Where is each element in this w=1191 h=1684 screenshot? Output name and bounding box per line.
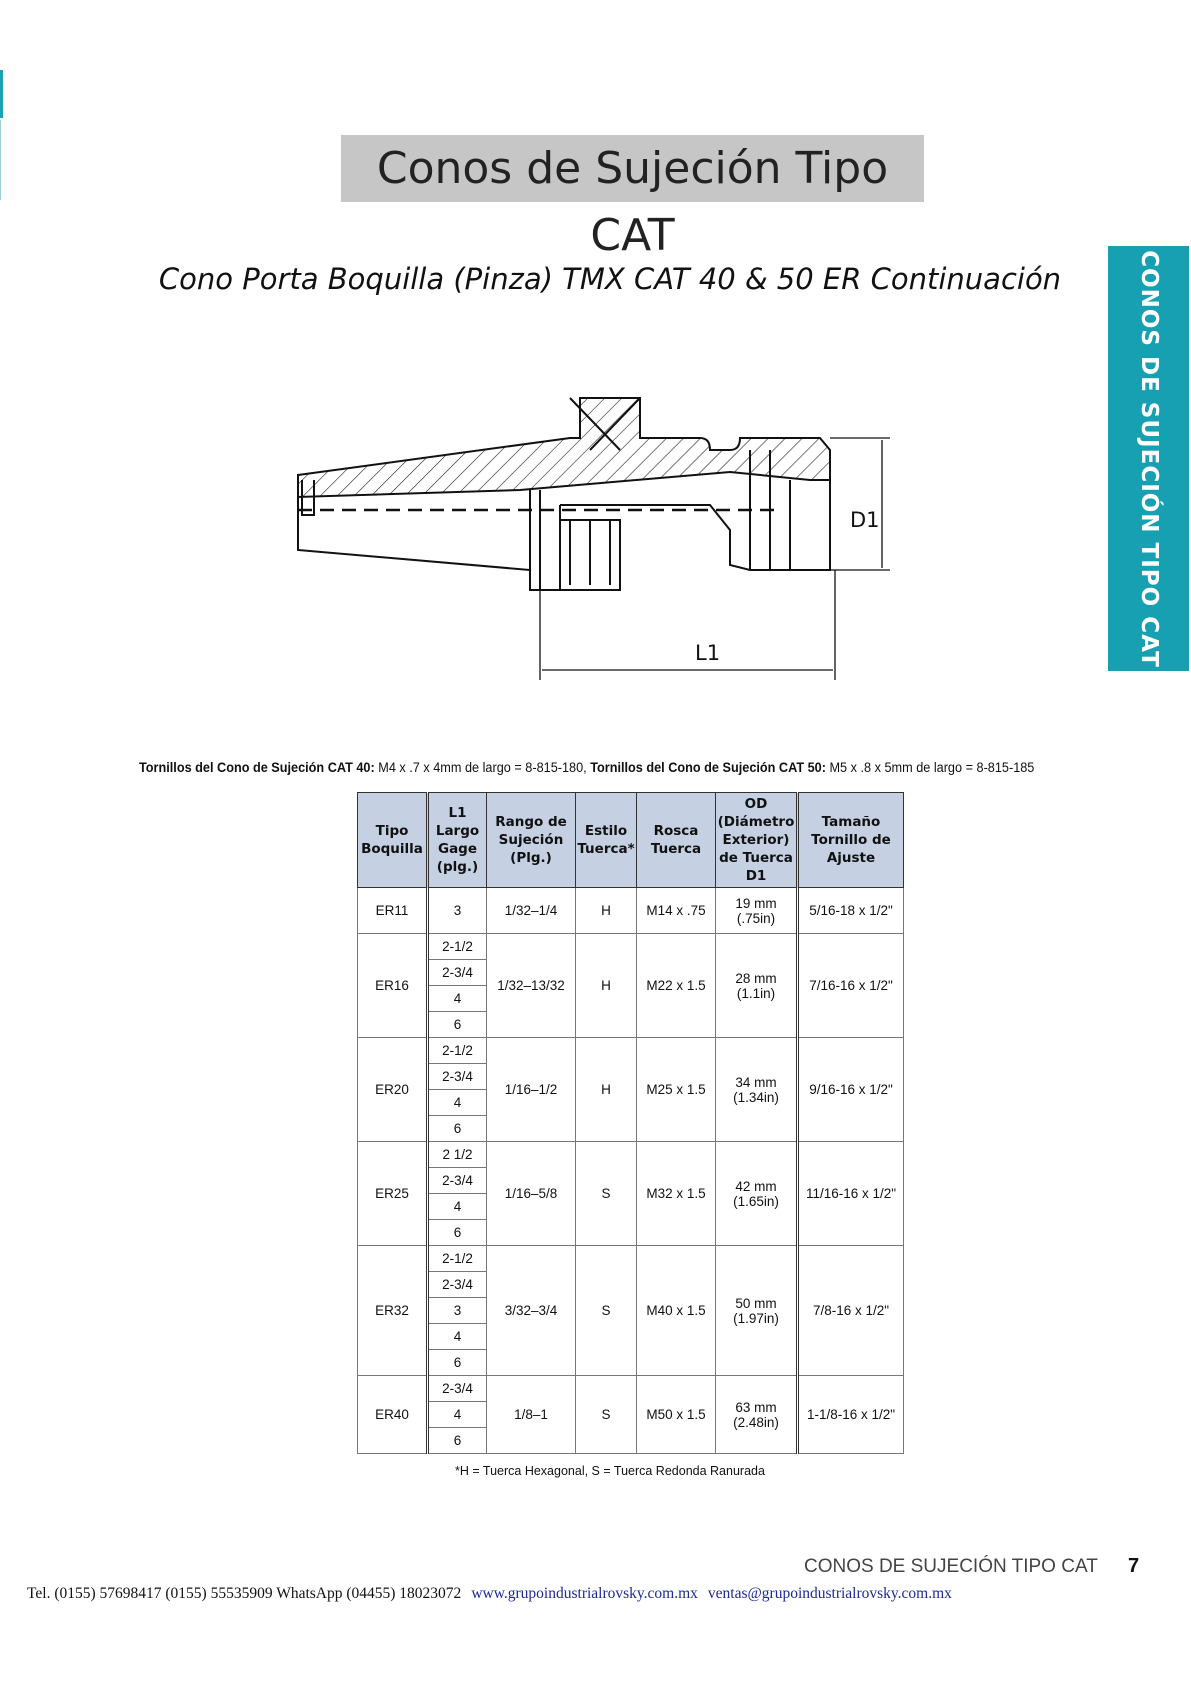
cell-rosca: M50 x 1.5	[637, 1376, 716, 1454]
cell-tornillo: 9/16-16 x 1/2"	[798, 1038, 904, 1142]
note-cat50-label: Tornillos del Cono de Sujeción CAT 50:	[590, 760, 826, 775]
column-header: L1 Largo Gage (plg.)	[428, 793, 487, 888]
od-mm: 28 mm	[735, 970, 777, 986]
cell-l1: 6	[428, 1220, 487, 1246]
column-header: Tamaño Tornillo de Ajuste	[798, 793, 904, 888]
page-title: Conos de Sujeción Tipo CAT	[341, 135, 924, 202]
cell-od	[716, 1142, 798, 1246]
cell-tornillo: 11/16-16 x 1/2"	[798, 1142, 904, 1246]
cell-od	[716, 1246, 798, 1376]
table-row	[358, 1376, 904, 1402]
cell-l1: 4	[428, 986, 487, 1012]
cell-tipo: ER11	[358, 888, 428, 934]
side-tab-label: CONOS DE SUJECIÓN TIPO CAT	[1135, 249, 1162, 668]
cell-l1: 2-3/4	[428, 1376, 487, 1402]
od-mm: 19 mm	[735, 895, 777, 911]
cell-l1: 4	[428, 1090, 487, 1116]
column-header: Rango de Sujeción (Plg.)	[487, 793, 576, 888]
note-cat40-label: Tornillos del Cono de Sujeción CAT 40:	[139, 760, 375, 775]
cell-l1: 4	[428, 1324, 487, 1350]
edge-mark-line	[0, 120, 1, 200]
email-link[interactable]: ventas@grupoindustrialrovsky.com.mx	[707, 1585, 952, 1602]
cell-tipo: ER40	[358, 1376, 428, 1454]
cell-rosca: M14 x .75	[637, 888, 716, 934]
specs-table	[357, 792, 904, 1454]
cell-estilo: H	[576, 934, 637, 1038]
cell-tipo: ER25	[358, 1142, 428, 1246]
cell-l1: 2-1/2	[428, 1038, 487, 1064]
cell-tipo: ER32	[358, 1246, 428, 1376]
column-header: Tipo Boquilla	[358, 793, 428, 888]
table-row	[358, 1142, 904, 1168]
cell-tornillo: 5/16-18 x 1/2"	[798, 888, 904, 934]
note-cat50-text: M5 x .8 x 5mm de largo = 8-815-185	[825, 760, 1035, 775]
table-row	[358, 934, 904, 960]
cell-tornillo: 7/8-16 x 1/2"	[798, 1246, 904, 1376]
tool-holder-drawing	[290, 390, 900, 690]
cell-l1: 4	[428, 1402, 487, 1428]
cell-estilo: H	[576, 888, 637, 934]
cell-l1: 2-3/4	[428, 1272, 487, 1298]
side-tab	[1108, 246, 1189, 671]
cell-rango: 1/8–1	[487, 1376, 576, 1454]
cell-estilo: S	[576, 1376, 637, 1454]
cell-estilo: S	[576, 1246, 637, 1376]
cell-rango: 1/16–5/8	[487, 1142, 576, 1246]
od-in: (1.97in)	[733, 1310, 779, 1326]
cell-l1: 4	[428, 1194, 487, 1220]
cell-l1: 2-3/4	[428, 1168, 487, 1194]
cell-l1: 2-1/2	[428, 1246, 487, 1272]
cell-l1: 2-3/4	[428, 960, 487, 986]
cell-od	[716, 1038, 798, 1142]
note-cat40-text: M4 x .7 x 4mm de largo = 8-815-180,	[374, 760, 591, 775]
cell-l1: 6	[428, 1428, 487, 1454]
table-row	[358, 888, 904, 934]
edge-mark	[0, 70, 3, 118]
phones: Tel. (0155) 57698417 (0155) 55535909 WhatsApp (04455) 18023072	[27, 1585, 462, 1602]
cell-l1: 6	[428, 1350, 487, 1376]
cell-l1: 6	[428, 1116, 487, 1142]
screw-note	[139, 760, 1041, 775]
cell-tipo: ER16	[358, 934, 428, 1038]
od-in: (1.34in)	[733, 1089, 779, 1105]
column-header: Estilo Tuerca*	[576, 793, 637, 888]
table-header	[358, 793, 904, 888]
cell-tornillo: 7/16-16 x 1/2"	[798, 934, 904, 1038]
od-mm: 34 mm	[735, 1074, 777, 1090]
cell-l1: 6	[428, 1012, 487, 1038]
contact-line	[27, 1585, 952, 1603]
d1-label: D1	[850, 508, 880, 532]
cell-rango: 1/16–1/2	[487, 1038, 576, 1142]
cell-rango: 1/32–13/32	[487, 934, 576, 1038]
cell-l1: 2-3/4	[428, 1064, 487, 1090]
od-in: (.75in)	[736, 910, 776, 926]
website-link[interactable]: www.grupoindustrialrovsky.com.mx	[471, 1585, 698, 1602]
section-subtitle: Cono Porta Boquilla (Pinza) TMX CAT 40 & 50 ER Continuación	[158, 262, 1062, 296]
cell-estilo: H	[576, 1038, 637, 1142]
cell-rosca: M40 x 1.5	[637, 1246, 716, 1376]
cell-rosca: M25 x 1.5	[637, 1038, 716, 1142]
column-header: OD (Diámetro Exterior) de Tuerca D1	[716, 793, 798, 888]
cell-l1: 2 1/2	[428, 1142, 487, 1168]
od-mm: 42 mm	[735, 1178, 777, 1194]
od-in: (1.1in)	[736, 985, 776, 1001]
od-mm: 50 mm	[735, 1295, 777, 1311]
footnote: *H = Tuerca Hexagonal, S = Tuerca Redonda Ranurada	[455, 1464, 765, 1478]
cell-od	[716, 934, 798, 1038]
table-row	[358, 1246, 904, 1272]
cell-l1: 2-1/2	[428, 934, 487, 960]
od-mm: 63 mm	[735, 1399, 777, 1415]
od-in: (1.65in)	[733, 1193, 779, 1209]
column-header: Rosca Tuerca	[637, 793, 716, 888]
cell-od	[716, 888, 798, 934]
cell-rango: 3/32–3/4	[487, 1246, 576, 1376]
cell-estilo: S	[576, 1142, 637, 1246]
l1-label: L1	[695, 641, 721, 665]
table-row	[358, 1038, 904, 1064]
cell-tornillo: 1-1/8-16 x 1/2"	[798, 1376, 904, 1454]
cell-rosca: M32 x 1.5	[637, 1142, 716, 1246]
cell-tipo: ER20	[358, 1038, 428, 1142]
page-number: 7	[1128, 1555, 1140, 1577]
footer-section: CONOS DE SUJECIÓN TIPO CAT	[804, 1556, 1098, 1577]
cell-l1: 3	[428, 888, 487, 934]
cell-rango: 1/32–1/4	[487, 888, 576, 934]
cell-od	[716, 1376, 798, 1454]
od-in: (2.48in)	[733, 1414, 779, 1430]
cell-rosca: M22 x 1.5	[637, 934, 716, 1038]
cell-l1: 3	[428, 1298, 487, 1324]
